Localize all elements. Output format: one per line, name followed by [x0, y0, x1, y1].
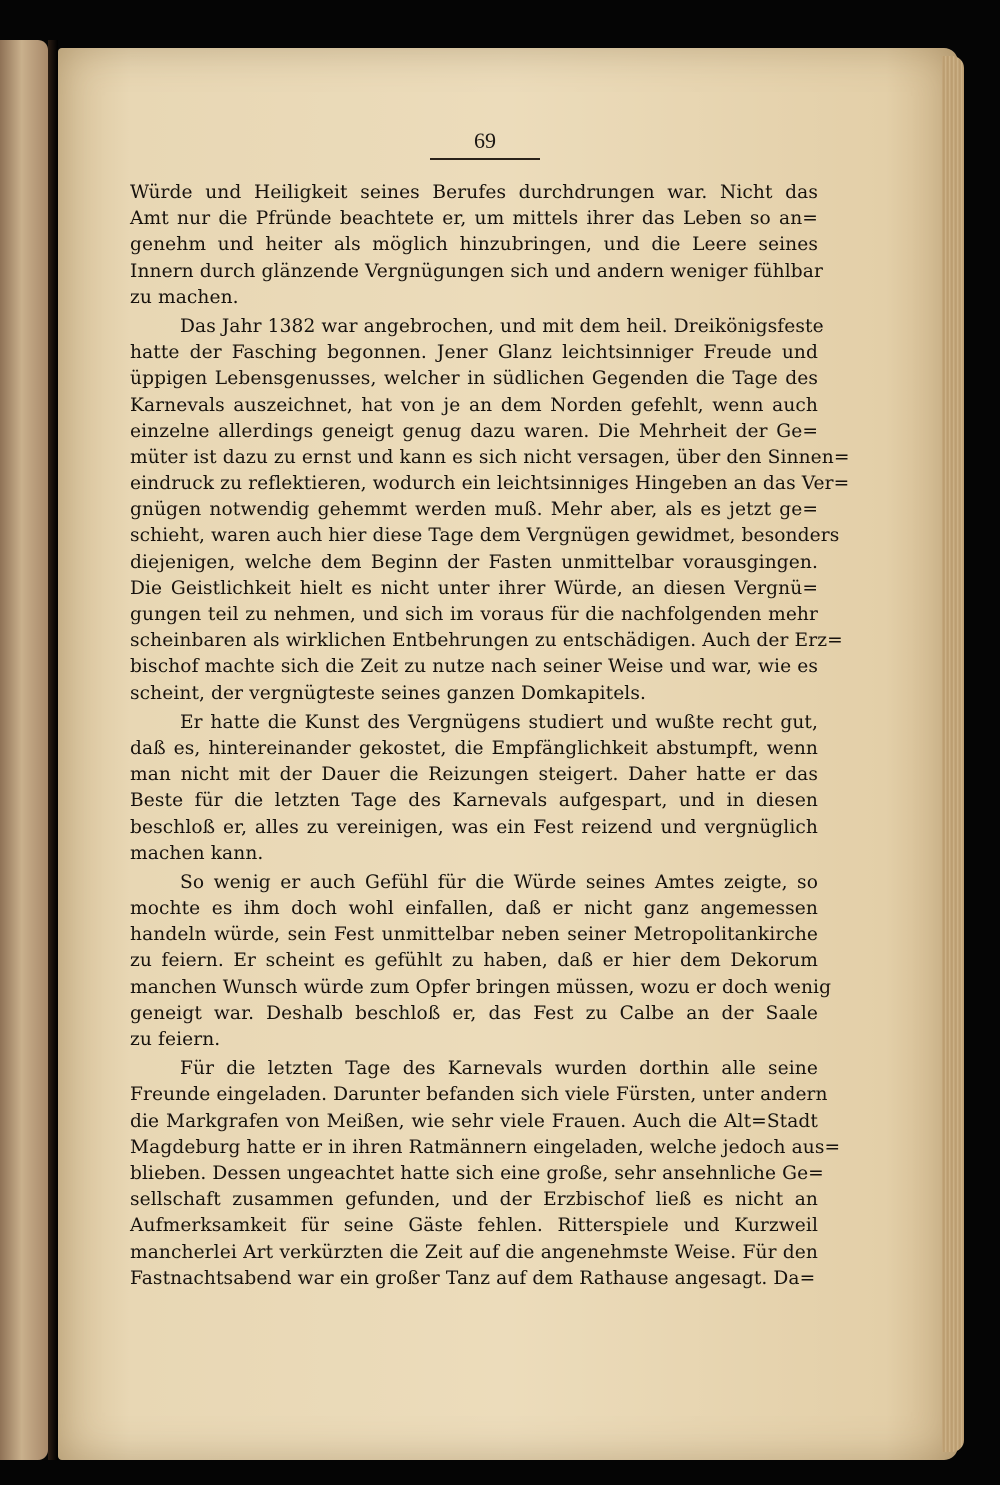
text-line: gnügen notwendig gehemmt werden muß. Mehr aber, als es jetzt ge= — [130, 499, 818, 521]
text-line: man nicht mit der Dauer die Reizungen steigert. Daher hatte er das — [130, 764, 818, 786]
text-line: üppigen Lebensgenusses, welcher in südlichen Gegenden die Tage des — [130, 368, 818, 390]
text-line: Würde und Heiligkeit seines Berufes durchdrungen war. Nicht das — [130, 182, 818, 203]
text-line: zu feiern. Er scheint es gefühlt zu haben, daß er hier dem Dekorum — [130, 950, 818, 972]
page-number-rule — [430, 158, 540, 160]
text-line: manchen Wunsch würde zum Opfer bringen müssen, wozu er doch wenig — [130, 976, 832, 998]
text-line: Beste für die letzten Tage des Karnevals aufgespart, und in diesen — [130, 790, 818, 812]
text-line: hatte der Fasching begonnen. Jener Glanz leichtsinniger Freude und — [130, 342, 818, 364]
text-line: Das Jahr 1382 war angebrochen, und mit dem heil. Dreikönigsfeste — [180, 315, 824, 337]
paragraph — [130, 314, 850, 707]
text-line: Karnevals auszeichnet, hat von je an dem Norden gefehlt, wenn auch — [130, 394, 818, 416]
text-line: Fastnachtsabend war ein großer Tanz auf dem Rathause angesagt. Da= — [130, 1267, 816, 1289]
text-line: Die Geistlichkeit hielt es nicht unter ihrer Würde, an diesen Vergnü= — [130, 577, 818, 599]
paragraph — [130, 870, 832, 1053]
text-line: genehm und heiter als möglich hinzubringen, und die Leere seines — [130, 234, 818, 256]
text-line: geneigt war. Deshalb beschloß er, das Fest zu Calbe an der Saale — [130, 1002, 818, 1024]
text-line: handeln würde, sein Fest unmittelbar neben seiner Metropolitankirche — [130, 924, 818, 946]
text-line: scheinbaren als wirklichen Entbehrungen zu entschädigen. Auch der Erz= — [130, 630, 843, 652]
text-line: beschloß er, alles zu vereinigen, was ein Fest reizend und vergnüglich — [130, 816, 818, 838]
text-line: blieben. Dessen ungeachtet hatte sich eine große, sehr ansehnliche Ge= — [130, 1162, 824, 1184]
text-line: mancherlei Art verkürzten die Zeit auf die angenehmste Weise. Für den — [130, 1241, 818, 1263]
text-line: Für die letzten Tage des Karnevals wurden dorthin alle seine — [180, 1058, 818, 1080]
text-line: die Markgrafen von Meißen, wie sehr viele Frauen. Auch die Alt=Stadt — [130, 1110, 818, 1132]
paragraph — [130, 1056, 841, 1292]
text-line: bischof machte sich die Zeit zu nutze nach seiner Weise und war, wie es — [130, 656, 818, 678]
text-line: Magdeburg hatte er in ihren Ratmännern eingeladen, welche jedoch aus= — [130, 1136, 841, 1158]
text-line: eindruck zu reflektieren, wodurch ein leichtsinniges Hingeben an das Ver= — [130, 473, 850, 495]
text-line: sellschaft zusammen gefunden, und der Erzbischof ließ es nicht an — [130, 1189, 818, 1211]
text-line: einzelne allerdings geneigt genug dazu waren. Die Mehrheit der Ge= — [130, 420, 818, 442]
text-line: diejenigen, welche dem Beginn der Fasten unmittelbar vorausgingen. — [130, 551, 818, 573]
text-line: Innern durch glänzende Vergnügungen sich und andern weniger fühlbar — [130, 260, 823, 282]
body-text — [130, 180, 850, 1292]
text-line: Aufmerksamkeit für seine Gäste fehlen. Ritterspiele und Kurzweil — [130, 1215, 818, 1237]
text-line: zu machen. — [130, 286, 239, 308]
text-line: Freunde eingeladen. Darunter befanden sich viele Fürsten, unter andern — [130, 1084, 828, 1106]
text-line: daß es, hintereinander gekostet, die Empfänglichkeit abstumpft, wenn — [130, 737, 818, 759]
text-line: Amt nur die Pfründe beachtete er, um mittels ihrer das Leben so an= — [130, 208, 818, 230]
text-line: müter ist dazu zu ernst und kann es sich nicht versagen, über den Sinnen= — [130, 446, 850, 468]
text-line: zu feiern. — [130, 1029, 221, 1050]
text-line: machen kann. — [130, 842, 264, 864]
text-line: mochte es ihm doch wohl einfallen, daß er nicht ganz angemessen — [130, 898, 818, 920]
text-line: gungen teil zu nehmen, und sich im voraus für die nachfolgenden mehr — [130, 604, 818, 625]
text-line: schieht, waren auch hier diese Tage dem Vergnügen gewidmet, besonders — [130, 525, 840, 547]
text-line: So wenig er auch Gefühl für die Würde seines Amtes zeigte, so — [180, 871, 818, 893]
paragraph — [130, 710, 818, 867]
text-line: scheint, der vergnügteste seines ganzen Domkapitels. — [130, 682, 646, 704]
page-number: 69 — [474, 128, 496, 153]
facing-page-edge — [0, 40, 48, 1460]
page-stack-edge — [942, 56, 964, 1452]
paragraph — [130, 180, 823, 311]
text-line: Er hatte die Kunst des Vergnügens studiert und wußte recht gut, — [180, 711, 818, 733]
